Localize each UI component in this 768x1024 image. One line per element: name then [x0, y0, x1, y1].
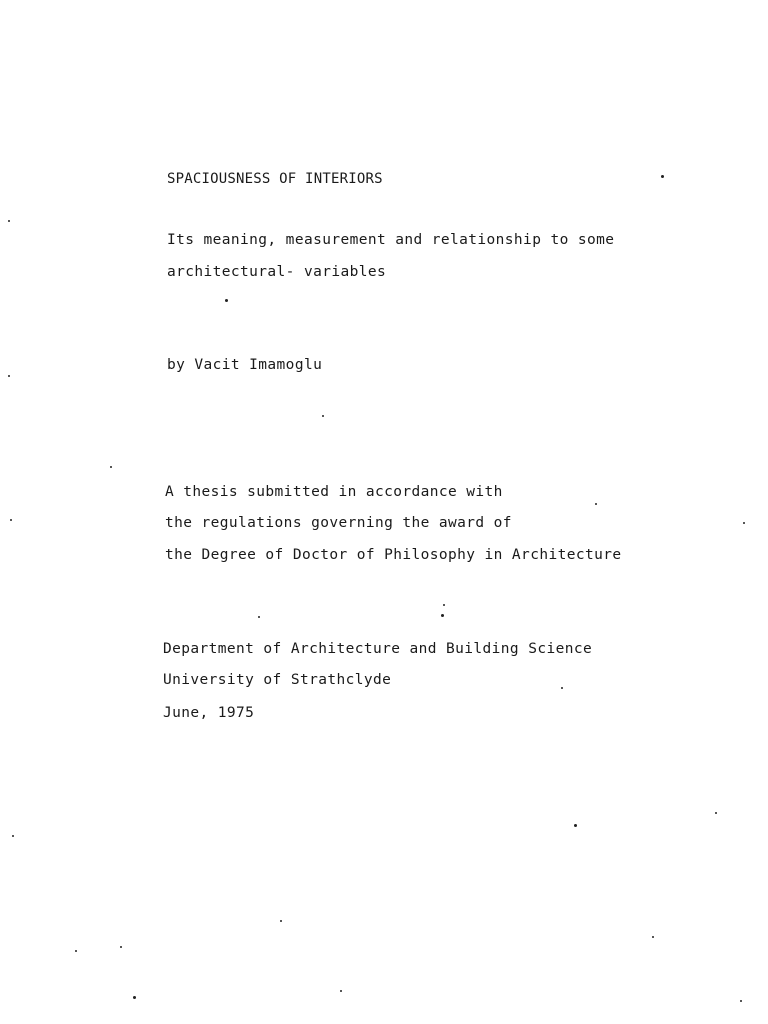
thesis-statement-line-1: A thesis submitted in accordance with	[165, 484, 503, 500]
scan-speck	[8, 220, 10, 222]
scan-speck	[652, 936, 654, 938]
scan-speck	[258, 616, 260, 618]
scan-speck	[133, 996, 136, 999]
subtitle-line-2: architectural- variables	[167, 264, 387, 280]
scan-speck	[561, 687, 563, 689]
thesis-statement-line-2: the regulations governing the award of	[165, 515, 512, 531]
scan-speck	[110, 466, 112, 468]
scan-speck	[322, 415, 324, 417]
subtitle-line-1: Its meaning, measurement and relationship to some	[167, 232, 615, 248]
scan-speck	[225, 299, 228, 302]
scan-speck	[12, 835, 14, 837]
scan-speck	[280, 920, 282, 922]
scan-speck	[661, 175, 664, 178]
scan-speck	[743, 522, 745, 524]
author-line: by Vacit Imamoglu	[167, 357, 323, 373]
scan-speck	[443, 604, 445, 606]
scan-speck	[10, 519, 12, 521]
thesis-title: SPACIOUSNESS OF INTERIORS	[167, 171, 383, 187]
thesis-statement-line-3: the Degree of Doctor of Philosophy in Architecture	[165, 547, 622, 563]
scan-speck	[715, 812, 717, 814]
scan-speck	[340, 990, 342, 992]
scan-speck	[8, 375, 10, 377]
university-line: University of Strathclyde	[163, 672, 392, 688]
scan-speck	[595, 503, 597, 505]
scan-speck	[75, 950, 77, 952]
scan-speck	[441, 614, 444, 617]
date-line: June, 1975	[163, 705, 255, 721]
scan-speck	[574, 824, 577, 827]
department-line: Department of Architecture and Building Science	[163, 641, 593, 657]
scan-speck	[740, 1000, 742, 1002]
scan-speck	[120, 946, 122, 948]
